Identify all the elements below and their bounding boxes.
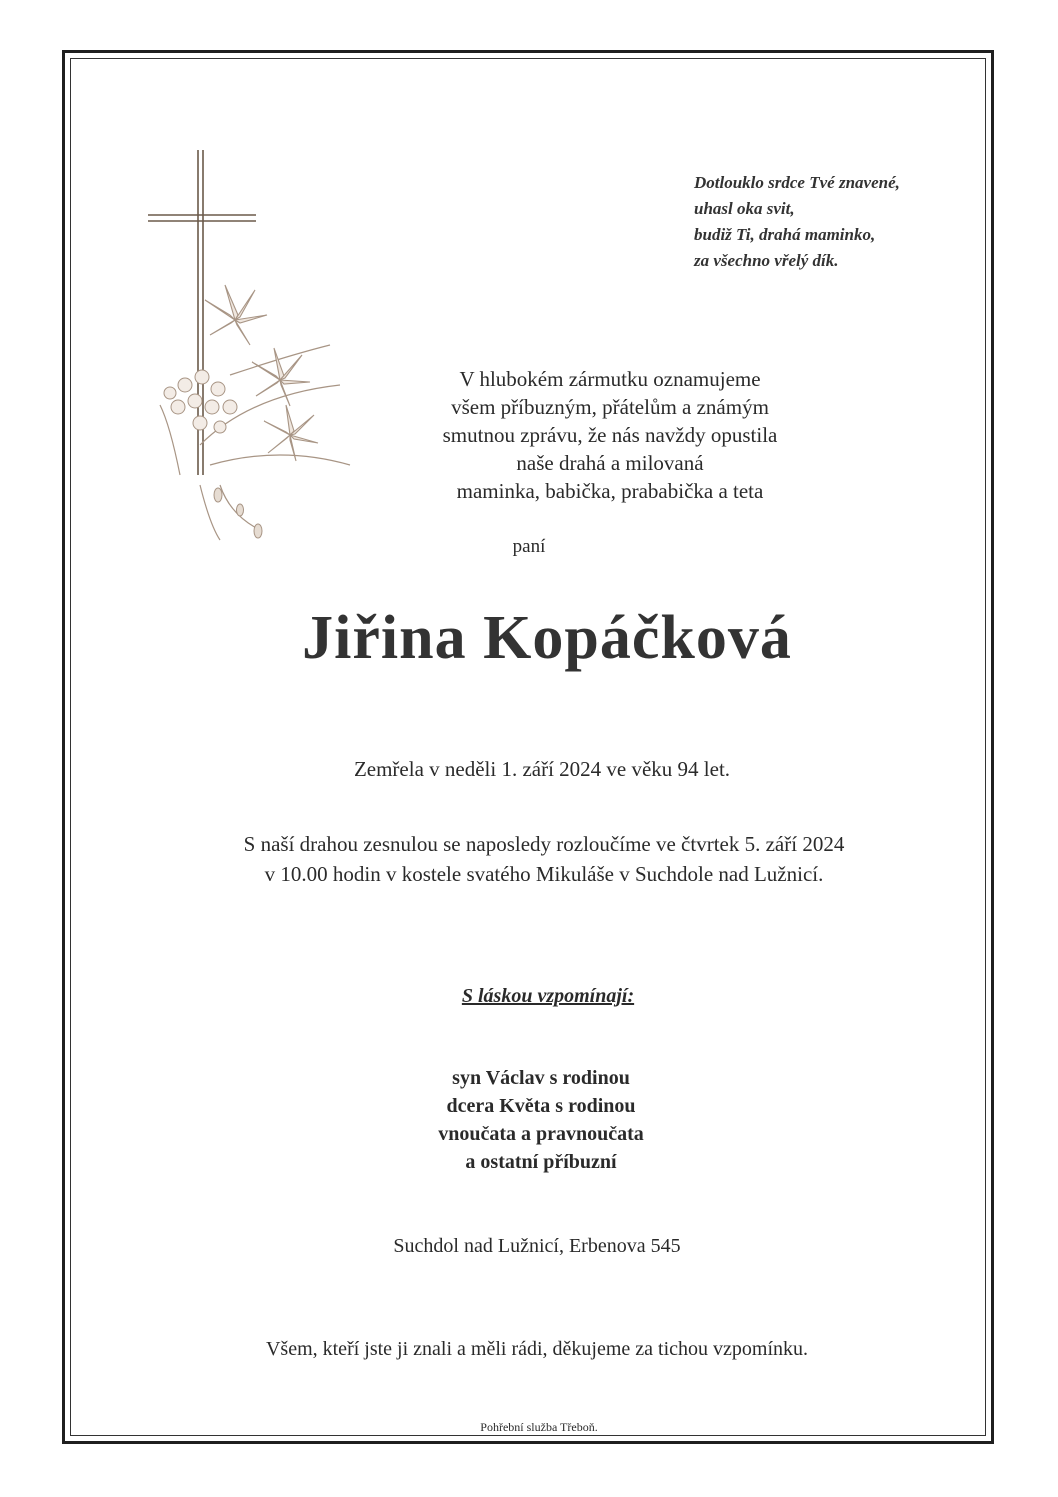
honorific: paní xyxy=(512,536,546,557)
verse-line: uhasl oka svit, xyxy=(694,199,795,218)
mourner-line: syn Václav s rodinou xyxy=(452,1067,630,1089)
mourner-line: a ostatní příbuzní xyxy=(465,1151,617,1173)
thanks: Všem, kteří jste ji znali a měli rádi, děkujeme za tichou vzpomínku. xyxy=(265,1338,809,1360)
announcement-line: maminka, babička, prababička a teta xyxy=(456,479,764,503)
announcement-line: naše drahá a milovaná xyxy=(516,451,704,475)
mourner-line: vnoučata a pravnoučata xyxy=(438,1123,644,1145)
deceased-name: Jiřina Kopáčková xyxy=(302,604,792,672)
announcement-line: smutnou zprávu, že nás navždy opustila xyxy=(442,423,778,447)
address: Suchdol nad Lužnicí, Erbenova 545 xyxy=(393,1235,681,1257)
funeral-info xyxy=(0,829,1058,889)
verse-line: budiž Ti, drahá maminko, xyxy=(694,225,876,244)
announcement-line: všem příbuzným, přátelům a známým xyxy=(451,395,769,419)
mourners-list xyxy=(0,1064,1058,1176)
funeral-service-credit: Pohřební služba Třeboň. xyxy=(480,1420,598,1434)
mourner-line: dcera Květa s rodinou xyxy=(446,1095,636,1117)
funeral-line: v 10.00 hodin v kostele svatého Mikuláše v Suchdole nad Lužnicí. xyxy=(264,862,824,886)
mourners-heading: S láskou vzpomínají: xyxy=(461,985,635,1007)
verse xyxy=(694,170,974,274)
death-notice: Zemřela v neděli 1. září 2024 ve věku 94 let. xyxy=(353,757,731,781)
verse-line: za všechno vřelý dík. xyxy=(694,251,839,270)
verse-line: Dotlouklo srdce Tvé znavené, xyxy=(694,173,900,192)
cross-with-lilies-icon xyxy=(140,145,370,545)
announcement-line: V hlubokém zármutku oznamujeme xyxy=(459,367,761,391)
announcement xyxy=(360,365,860,505)
funeral-line: S naší drahou zesnulou se naposledy rozloučíme ve čtvrtek 5. září 2024 xyxy=(243,832,845,856)
